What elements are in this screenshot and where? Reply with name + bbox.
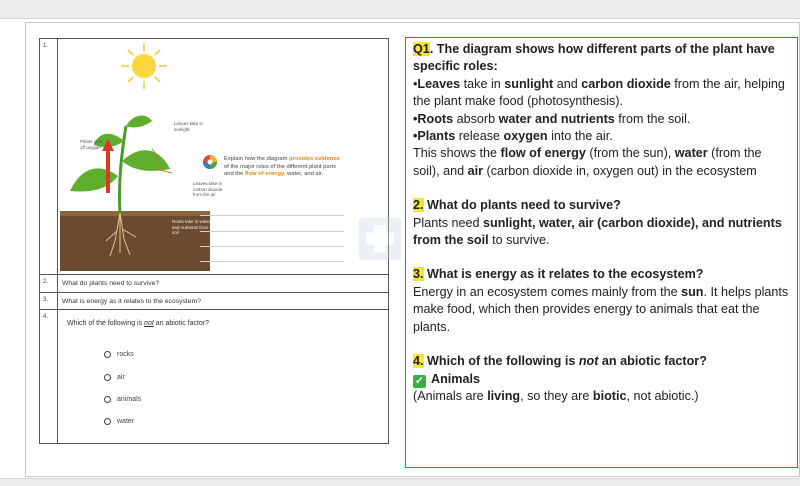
q1-prompt: Explain how the diagram provides evidence of the major roles of the different plant parts and the flow of energy, water, and air. xyxy=(224,156,340,177)
label-plants-oxygen: Plants give off oxygen xyxy=(80,139,103,150)
worksheet-row-3 xyxy=(40,293,388,310)
worksheet-row-2 xyxy=(40,275,388,293)
answer-1: Q1. The diagram shows how different parts of the plant have specific roles: xyxy=(413,42,775,74)
answer-panel: Q1. The diagram shows how different parts of the plant have specific roles: •Leaves take in sunlight and carbon dioxide from the air, helping the plant make food (photosynthesis). •Roots absorb water and nutrients from the soil. •Plants release oxygen into the air. This shows the flow of energy (from the sun), water (from the soil), and air (carbon dioxide in, oxygen out) in the ecosystem 2. What do plants need to survive? Plants need sunlight, water, air (carbon dioxide), and nutrients from the soil to survive. 3. What is energy as it relates to the ecosystem? Energy in an ecosystem comes mainly from the sun. It helps plants make food, which then provides energy to animals that eat the plants. 4. Which of the following is not an abiotic factor? ✓ Animals (Animals are living, so they are biotic, not abiotic.) xyxy=(405,37,798,468)
label-leaves-co2: Leaves take in carbon dioxide from the air xyxy=(193,181,223,197)
answer-4: 4. Which of the following is not an abiotic factor? xyxy=(413,354,707,369)
label-roots: Roots take in water and nutrients from the soil xyxy=(172,219,216,235)
option-rocks[interactable]: rocks xyxy=(104,351,134,358)
radio-button[interactable] xyxy=(104,351,111,358)
answer-line xyxy=(200,231,344,232)
answer-3: 3. What is energy as it relates to the ecosystem? xyxy=(413,267,704,282)
worksheet-row-4 xyxy=(40,310,388,443)
check-icon: ✓ xyxy=(414,374,425,387)
row-number: 1. xyxy=(43,43,49,49)
sun-icon xyxy=(121,43,167,89)
answer-2: 2. What do plants need to survive? xyxy=(413,198,621,213)
question-4: Which of the following is not an abiotic factor? xyxy=(67,320,210,327)
question-2: What do plants need to survive? xyxy=(62,280,160,287)
row-number: 2. xyxy=(43,279,49,285)
radio-button[interactable] xyxy=(104,396,111,403)
option-animals[interactable]: animals xyxy=(104,396,141,403)
row-number: 3. xyxy=(43,297,49,303)
top-toolbar xyxy=(0,0,800,19)
label-leaves-sunlight: Leaves take in sunlight xyxy=(174,121,204,132)
option-water[interactable]: water xyxy=(104,418,134,425)
row-number: 4. xyxy=(43,314,49,320)
radio-button[interactable] xyxy=(104,418,111,425)
answer-line xyxy=(200,246,344,247)
answer-line xyxy=(200,215,344,216)
color-wheel-icon xyxy=(202,154,218,170)
answer-line xyxy=(200,261,344,262)
radio-button[interactable] xyxy=(104,374,111,381)
option-air[interactable]: air xyxy=(104,374,125,381)
question-3: What is energy as it relates to the ecosystem? xyxy=(62,298,202,305)
